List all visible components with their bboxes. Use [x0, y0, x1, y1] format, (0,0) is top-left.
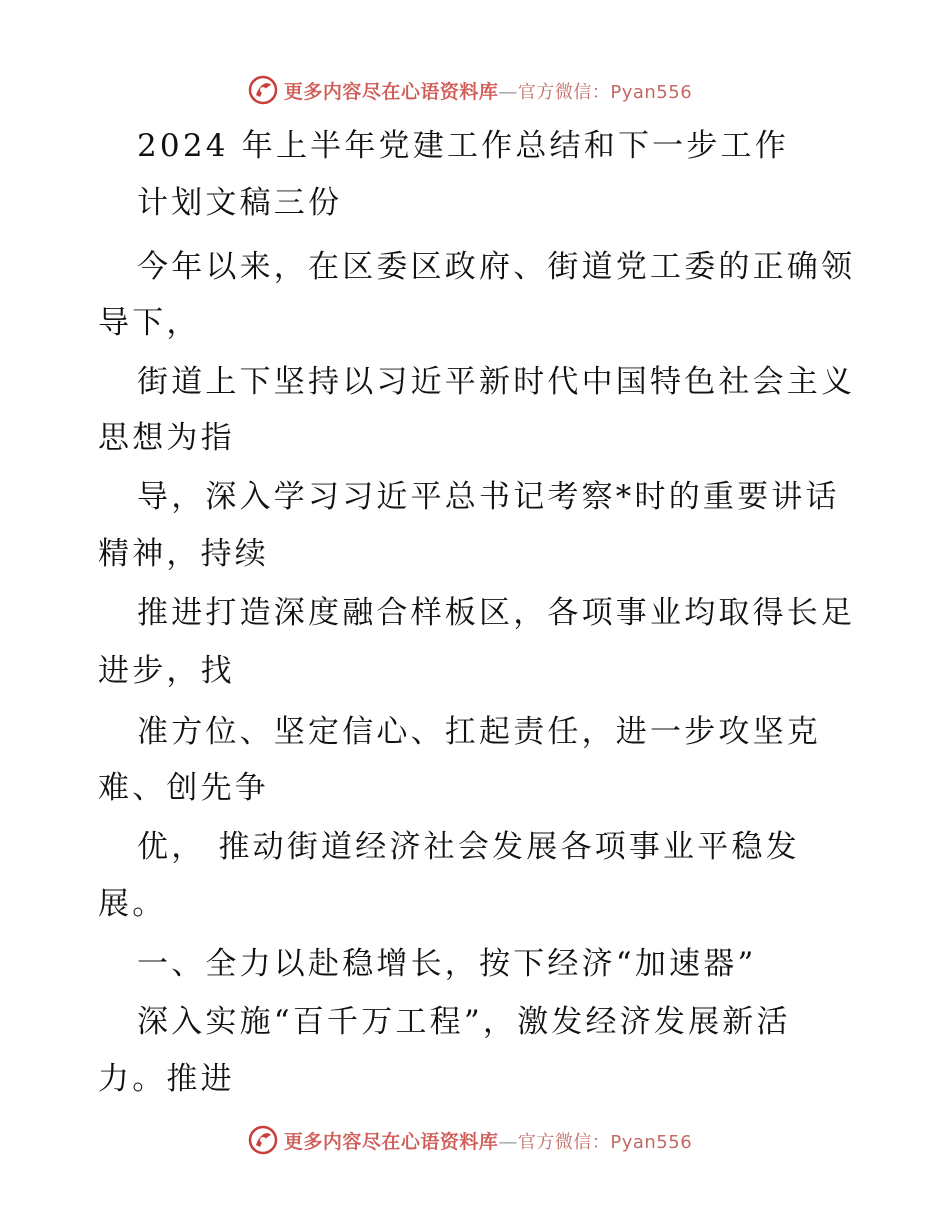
- document-title-line-1: 2024 年上半年党建工作总结和下一步工作: [137, 128, 789, 164]
- paragraph-line: 导下，: [98, 305, 201, 341]
- paragraph-line: 街道上下坚持以习近平新时代中国特色社会主义: [137, 364, 856, 400]
- section-heading: 一、全力以赴稳增长，按下经济“加速器”: [137, 946, 757, 982]
- paragraph-line: 展。: [98, 886, 167, 922]
- paragraph-line: 力。推进: [98, 1061, 235, 1097]
- paragraph-line: 难、创先争: [98, 770, 269, 806]
- paragraph-line: 导，深入学习习近平总书记考察*时的重要讲话: [137, 479, 840, 515]
- footer-watermark: [0, 1120, 950, 1160]
- paragraph-line: 精神，持续: [98, 536, 269, 572]
- ribbon-seal-icon: [248, 75, 278, 105]
- watermark-text: 更多内容尽在心语资料库—官方微信：Pyan556: [283, 80, 693, 103]
- paragraph-line: 今年以来，在区委区政府、街道党工委的正确领: [137, 249, 856, 285]
- paragraph-line: 推进打造深度融合样板区，各项事业均取得长足: [137, 595, 856, 631]
- paragraph-line: 进步，找: [98, 653, 235, 689]
- document-title-line-2: 计划文稿三份: [137, 185, 343, 221]
- header-watermark: [0, 70, 950, 110]
- ribbon-seal-icon: [248, 1125, 278, 1155]
- paragraph-line: 准方位、坚定信心、扛起责任，进一步攻坚克: [137, 714, 821, 750]
- watermark-text: 更多内容尽在心语资料库—官方微信：Pyan556: [283, 1130, 693, 1153]
- paragraph-line: 思想为指: [98, 420, 235, 456]
- paragraph-line: 深入实施“百千万工程”，激发经济发展新活: [137, 1004, 791, 1040]
- paragraph-line: 优， 推动街道经济社会发展各项事业平稳发: [137, 829, 800, 865]
